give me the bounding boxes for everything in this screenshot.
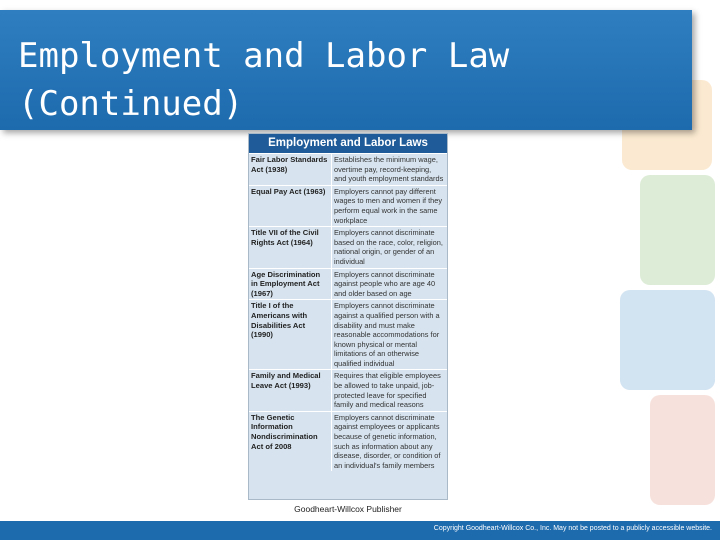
image-credit: Goodheart-Willcox Publisher xyxy=(294,504,402,514)
law-name-cell: The Genetic Information Nondiscrimination Act of 2008 xyxy=(251,412,318,451)
table-row xyxy=(249,226,447,267)
law-name-cell: Age Discrimination in Employment Act (1967) xyxy=(251,269,321,298)
law-description-cell: Establishes the minimum wage, overtime pay, record-keeping, and youth employment standards xyxy=(331,154,447,185)
law-name-cell: Equal Pay Act (1963) xyxy=(251,186,326,196)
law-name-cell: Title I of the Americans with Disabilities Act (1990) xyxy=(251,301,308,340)
decorative-shape-green xyxy=(640,175,715,285)
table-header: Employment and Labor Laws xyxy=(249,134,447,153)
table-row xyxy=(249,411,447,472)
decorative-shape-red xyxy=(650,395,715,505)
law-name-cell: Fair Labor Standards Act (1938) xyxy=(251,155,328,174)
law-description-cell: Employers cannot discriminate based on the race, color, religion, national origin, or gender of an individual xyxy=(331,227,447,267)
copyright-text: Copyright Goodheart-Willcox Co., Inc. May not be posted to a publicly accessible website. xyxy=(433,525,712,532)
table-row xyxy=(249,153,447,185)
law-description-cell: Employers cannot discriminate against employees or applicants because of genetic information, such as information about any disease, disorder, or condition of an individual's family members xyxy=(331,412,447,472)
table-row xyxy=(249,185,447,226)
law-description-cell: Employers cannot discriminate against a qualified person with a disability and must make reasonable accommodations for known physical or mental limitations of an otherwise qualified individual xyxy=(331,300,447,369)
table-row xyxy=(249,369,447,410)
slide-title: Employment and Labor Law (Continued) xyxy=(18,36,510,124)
decorative-shape-blue xyxy=(620,290,715,390)
title-bar xyxy=(0,10,692,130)
table-row xyxy=(249,268,447,300)
law-name-cell: Family and Medical Leave Act (1993) xyxy=(251,371,321,391)
law-description-cell: Employers cannot pay different wages to men and women if they perform equal work in the same workplace xyxy=(331,186,447,226)
table-row xyxy=(249,299,447,369)
employment-laws-table xyxy=(248,133,448,500)
law-name-cell: Title VII of the Civil Rights Act (1964) xyxy=(251,228,319,247)
law-description-cell: Employers cannot discriminate against people who are age 40 and older based on age xyxy=(331,269,447,300)
law-description-cell: Requires that eligible employees be allowed to take unpaid, job-protected leave for specified family and medical reasons xyxy=(331,370,447,410)
footer-bar xyxy=(0,521,720,540)
